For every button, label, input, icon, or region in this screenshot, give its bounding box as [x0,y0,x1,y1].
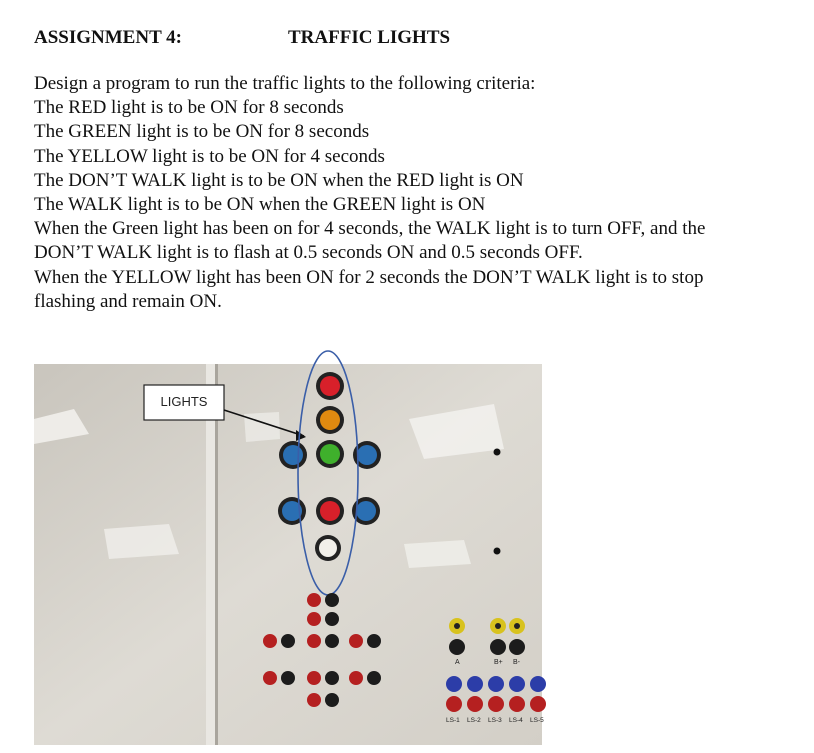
terminal-label-bminus: B- [513,659,520,666]
black-terminal [490,639,506,655]
assignment-number: ASSIGNMENT 4: [34,27,182,48]
red-socket [349,671,363,685]
terminal-hole [514,623,520,629]
panel-seam-shadow [215,364,218,745]
blue-light [283,445,303,465]
green-light [320,444,340,464]
black-socket [367,671,381,685]
black-socket [367,634,381,648]
ls-label: LS-5 [530,717,544,724]
black-socket [325,671,339,685]
instructions [34,72,804,314]
assignment-heading [34,26,734,50]
traffic-light-panel-photo [34,364,542,745]
red-socket [488,696,504,712]
panel-dot [494,548,501,555]
red-socket [263,634,277,648]
instruction-line: When the YELLOW light has been ON for 2 seconds the DON’T WALK light is to stop [34,266,704,288]
terminal-hole [495,623,501,629]
reflection [404,540,471,568]
red-socket [467,696,483,712]
black-socket [325,693,339,707]
black-socket [325,593,339,607]
terminal-hole [454,623,460,629]
instruction-line: The DON’T WALK light is to be ON when the RED light is ON [34,169,524,191]
amber-light [320,410,340,430]
black-socket [325,634,339,648]
blue-socket [467,676,483,692]
red-socket [263,671,277,685]
black-socket [281,671,295,685]
assignment-title: TRAFFIC LIGHTS [288,27,451,48]
panel-dot [494,449,501,456]
terminal-label-bplus: B+ [494,659,503,666]
red-socket [349,634,363,648]
black-terminal [449,639,465,655]
instruction-line: The WALK light is to be ON when the GREEN light is ON [34,194,486,216]
lights-callout-label: LIGHTS [160,394,208,409]
red-socket [446,696,462,712]
red-socket [509,696,525,712]
ls-label: LS-2 [467,717,481,724]
black-socket [281,634,295,648]
red-socket [530,696,546,712]
panel-seam [206,364,216,745]
ls-label: LS-4 [509,717,523,724]
terminal-label-a: A [455,659,460,666]
red-socket [307,634,321,648]
red-socket [307,693,321,707]
black-terminal [509,639,525,655]
instruction-line: flashing and remain ON. [34,290,222,312]
blue-socket [530,676,546,692]
walk-light [319,539,337,557]
instruction-line: DON’T WALK light is to flash at 0.5 seconds ON and 0.5 seconds OFF. [34,242,583,264]
red-light [320,376,340,396]
blue-socket [446,676,462,692]
ls-label: LS-1 [446,717,460,724]
instruction-line: The YELLOW light is to be ON for 4 seconds [34,145,385,167]
red-socket [307,593,321,607]
dont-walk-light [320,501,340,521]
blue-light [356,501,376,521]
red-socket [307,671,321,685]
blue-socket [509,676,525,692]
blue-socket [488,676,504,692]
instruction-line: Design a program to run the traffic lights to the following criteria: [34,73,536,94]
instruction-line: The GREEN light is to be ON for 8 seconds [34,121,370,143]
red-socket [307,612,321,626]
instruction-line: The RED light is to be ON for 8 seconds [34,97,344,119]
black-socket [325,612,339,626]
ls-label: LS-3 [488,717,502,724]
blue-light [357,445,377,465]
reflection [104,524,179,559]
instruction-line: When the Green light has been on for 4 seconds, the WALK light is to turn OFF, and the [34,218,706,240]
